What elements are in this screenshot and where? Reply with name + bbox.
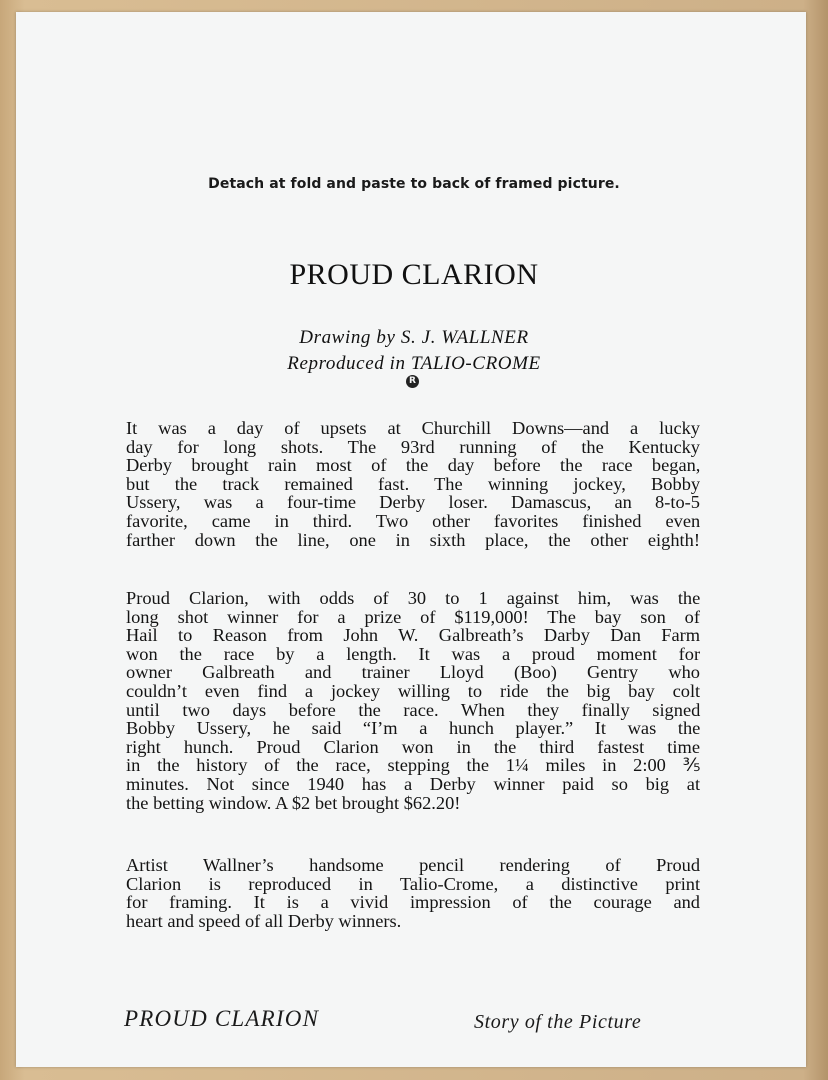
text-line: Proud Clarion, with odds of 30 to 1 against him, was the <box>126 588 701 608</box>
story-paragraph-2 <box>126 589 700 812</box>
story-paragraph-1 <box>126 419 700 549</box>
text-line: farther down the line, one in sixth place, the other eighth! <box>126 529 700 550</box>
text-line: Hail to Reason from John W. Galbreath’s Darby Dan Farm <box>126 625 701 646</box>
text-line: favorite, came in third. Two other favorites finished even <box>126 510 701 531</box>
footer-title: PROUD CLARION <box>124 1006 320 1031</box>
text-line: Clarion is reproduced in Talio-Crome, a distinctive print <box>126 873 701 894</box>
text-line: owner Galbreath and trainer Lloyd (Boo) Gentry who <box>126 662 700 683</box>
text-line: long shot winner for a prize of $119,000! The bay son of <box>126 606 700 627</box>
artist-credit: Drawing by S. J. WALLNER <box>299 327 529 348</box>
story-paragraph-3 <box>126 856 700 930</box>
text-line: heart and speed of all Derby winners. <box>126 910 402 931</box>
text-line: for framing. It is a vivid impression of the courage and <box>126 892 700 913</box>
text-line: the betting window. A $2 bet brought $62.20! <box>126 792 461 813</box>
text-line: but the track remained fast. The winning jockey, Bobby <box>126 473 701 494</box>
text-line: It was a day of upsets at Churchill Downs—and a lucky <box>126 418 700 438</box>
text-line: Ussery, was a four-time Derby loser. Damascus, an 8-to-5 <box>126 492 700 513</box>
footer-caption: Story of the Picture <box>474 1011 642 1033</box>
text-line: won the race by a length. It was a proud moment for <box>126 643 701 664</box>
page-title: PROUD CLARION <box>289 258 539 291</box>
text-line: Derby brought rain most of the day before the race began, <box>126 455 701 476</box>
text-line: day for long shots. The 93rd running of the Kentucky <box>126 436 700 457</box>
reproduction-credit: Reproduced in TALIO-CROME <box>287 353 541 374</box>
registered-trademark-icon: R <box>406 375 419 388</box>
text-line: in the history of the race, stepping the 1¼ miles in 2:00 ⅗ <box>126 755 701 776</box>
text-line: couldn’t even find a jockey willing to ride the big bay colt <box>126 680 701 701</box>
text-line: minutes. Not since 1940 has a Derby winner paid so big at <box>126 773 701 794</box>
text-line: Bobby Ussery, he said “I’m a hunch player.” It was the <box>126 718 701 739</box>
text-line: until two days before the race. When they finally signed <box>126 699 701 720</box>
detach-instruction: Detach at fold and paste to back of framed picture. <box>208 176 620 192</box>
text-line: right hunch. Proud Clarion won in the third fastest time <box>126 736 700 757</box>
text-line: Artist Wallner’s handsome pencil rendering of Proud <box>126 855 701 875</box>
